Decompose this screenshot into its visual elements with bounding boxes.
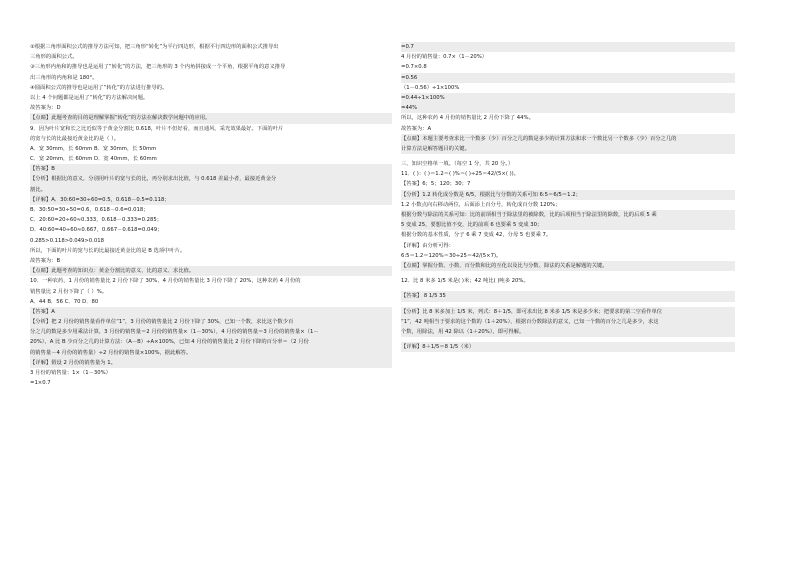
right-text-line: （1－0.56）÷1×100% xyxy=(401,84,460,91)
left-text-line: A．44 B．56 C．70 D．80 xyxy=(30,298,99,305)
left-text-line: ③三角形内角和的推导也是运用了“转化”的方法，把三角形的 3 个内角拼接成一个平角，根据平角的意义推导 xyxy=(30,64,286,71)
left-text-line: 0.285>0.118>0.049>0.018 xyxy=(30,237,104,244)
left-text-line: 9．因为叶片宽和长之比近似等于黄金分割比 0.618，叶片不但好看，而且通风、采光效果最好。下面的叶片 xyxy=(30,125,284,132)
right-text-line: =0.56 xyxy=(401,73,735,83)
right-text-line: 【分析】比 8 米多加上 1/5 米，列式：8＋1/5，即可求出比 8 米多 1/5 米是多少米；把要求的第二空看作单位 xyxy=(401,307,735,317)
left-text-line: 20%），A 比 B 少百分之几的计算方法：（A－B）÷A×100%，已知 4 月份的销售量比 2 月份下降的百分率＝（2 月份 xyxy=(30,337,392,347)
right-text-line: 【点睛】本题主要考查求比一个数多（少）百分之几的数是多少的计算方法和求一个数比另一个数多（少）百分之几的 xyxy=(401,134,735,144)
left-text-line: 的宽与长的比最接近黄金比的是（ ）。 xyxy=(30,135,120,142)
right-text-line: 三、知识空格单一填。（每空 1 分，共 20 分。） xyxy=(401,161,514,168)
right-text-line: =0.44÷1×100% xyxy=(401,93,735,103)
left-text-line: ④圆面积公式的推导也是运用了“转化”的方法进行推导的。 xyxy=(30,84,168,91)
left-text-line: 故答案为：D xyxy=(30,105,61,112)
left-text-line: 所以，下面的叶片的宽与长的比最接近黄金比的是 B 选项中叶片。 xyxy=(30,247,186,254)
left-text-line: A．宽 30mm，长 60mm B．宽 30mm，长 50mm xyxy=(30,145,157,152)
left-text-line: ②根据三角形面积公式的推导方法可知，把三角形“转化”为平行四边形，根据平行四边形的面积公式推导出 xyxy=(30,44,279,50)
left-column xyxy=(30,42,392,388)
right-text-line: 【答案】 8 1/5 35 xyxy=(401,291,735,301)
left-text-line: 三角形的面积公式。 xyxy=(30,54,78,61)
left-text-line: 的销售量－4 月份的销售量）÷2 月份的销售量×100%，据此解答。 xyxy=(30,348,392,358)
left-text-line: B．30:50=30÷50=0.6，0.618－0.6=0.018； xyxy=(30,207,149,213)
left-text-line: 以上 4 个问题都是运用了“转化”的方法解决问题。 xyxy=(30,94,149,101)
right-text-line: 12．比 8 米多 1/5 米是( )米；42 吨比( )吨多 20%。 xyxy=(401,278,529,285)
right-text-line: =44% xyxy=(401,103,735,113)
right-text-line: =0.7 xyxy=(401,42,735,52)
right-text-line: “1”，42 吨相当于要求的这个数的（1＋20%），根据百分数除法的意义，已知一个数的百分之几是多少，求这 xyxy=(401,317,735,327)
left-text-line: 出三角形的内角和是 180°。 xyxy=(30,74,98,81)
right-column xyxy=(401,42,735,352)
right-text-line: 【点睛】掌握分数、小数、百分数和比的互化以及比与分数、除法的关系是解题的关键。 xyxy=(401,261,735,271)
right-text-line: =0.7×0.8 xyxy=(401,64,427,71)
left-text-line: 【详解】A．30:60=30÷60=0.5，0.618－0.5=0.118； xyxy=(30,195,392,205)
left-text-line: 故答案为：B xyxy=(30,257,61,264)
left-text-line: 分之几的数是多少用乘法计算，3 月份的销售量＝2 月份的销售量×（1－30%），4 月份的销售量＝3 月份的销售量×（1－ xyxy=(30,327,392,337)
right-text-line: 【答案】6；5；120；30；7 xyxy=(401,181,471,188)
right-text-line: 根据分数与除法的关系可知：比的前项相当于除法里的被除数，比的后项相当于除法里的除数，比的后项 5 乘 xyxy=(401,210,735,220)
left-text-line: 【分析】根据比的意义，分别用叶片的宽与长的比，再分别求出比值，与 0.618 差最小者，最接近黄金分 xyxy=(30,174,392,184)
left-text-line: 3 月份的销售量：1×（1－30%） xyxy=(30,370,111,376)
left-text-line: 【点睛】此题考查的知识点：黄金分割比的意义、比的意义、求比值。 xyxy=(30,266,392,276)
left-text-line: D．40:60=40÷60≈0.667，0.667－0.618=0.049； xyxy=(30,227,163,234)
left-text-line: 10．一种农药，1 月份的销售量比 2 月份下降了 30%，4 月份的销售量比 3 月份下降了 20%，这种农药 4 月份的 xyxy=(30,278,301,285)
left-text-line: 割比。 xyxy=(30,185,392,195)
left-text-line: 【答案】A xyxy=(30,307,392,317)
right-text-line: 1.2 小数点向右移动两位，后面添上百分号，转化成百分数 120%； xyxy=(401,201,561,208)
right-text-line: 【分析】1.2 转化成分数是 6/5，根据比与分数的关系可知 6:5＝6/5＝1.2； xyxy=(401,190,735,200)
right-text-line: 5 变成 25，要想比值不变，比的前项 6 也要乘 5 变成 30； xyxy=(401,220,735,230)
right-text-line: 根据分数的基本性质，分子 6 乘 7 变成 42，分母 5 也要乘 7。 xyxy=(401,232,552,239)
right-text-line: 6:5＝1.2＝120%＝30÷25＝42/(5×7)。 xyxy=(401,252,502,259)
right-text-line: 故答案为：A xyxy=(401,125,432,132)
right-text-line: 4 月份的销售量：0.7×（1－20%） xyxy=(401,54,488,61)
left-text-line: C．20:60=20÷60≈0.333，0.618－0.333=0.285； xyxy=(30,217,163,224)
left-text-line: 【点睛】此题考查的目的是理解掌握“转化”的方法在解决数学问题中的应用。 xyxy=(30,113,392,123)
left-text-line: 【分析】把 2 月份的销售量看作单位“1”，3 月份的销售量比 2 月份下降了 30%，已知一个数，求比这个数少百 xyxy=(30,317,392,327)
left-text-line: 【答案】B xyxy=(30,164,392,174)
right-text-line: 个数，用除法，用 42 除以（1＋20%），即可得解。 xyxy=(401,327,735,337)
left-text-line: =1×0.7 xyxy=(30,380,51,387)
right-text-line: 【详解】8＋1/5＝8 1/5（米） xyxy=(401,342,735,352)
left-text-line: 销售量比 2 月份下降了（ ）%。 xyxy=(30,288,108,295)
right-text-line: 所以，这种农药 4 月份的销售量比 2 月份下降了 44%。 xyxy=(401,115,534,122)
right-text-line: 【详解】由分析可得： xyxy=(401,242,454,249)
right-text-line: 计算方法是解答题目的关键。 xyxy=(401,144,735,154)
left-text-line: 【详解】假设 2 月份的销售量为 1。 xyxy=(30,358,392,368)
right-text-line: 11．( )：( )＝1.2＝( )%＝( )÷25＝42/(5×( ))。 xyxy=(401,171,520,178)
left-text-line: C．宽 20mm，长 60mm D．宽 40mm，长 60mm xyxy=(30,156,157,163)
